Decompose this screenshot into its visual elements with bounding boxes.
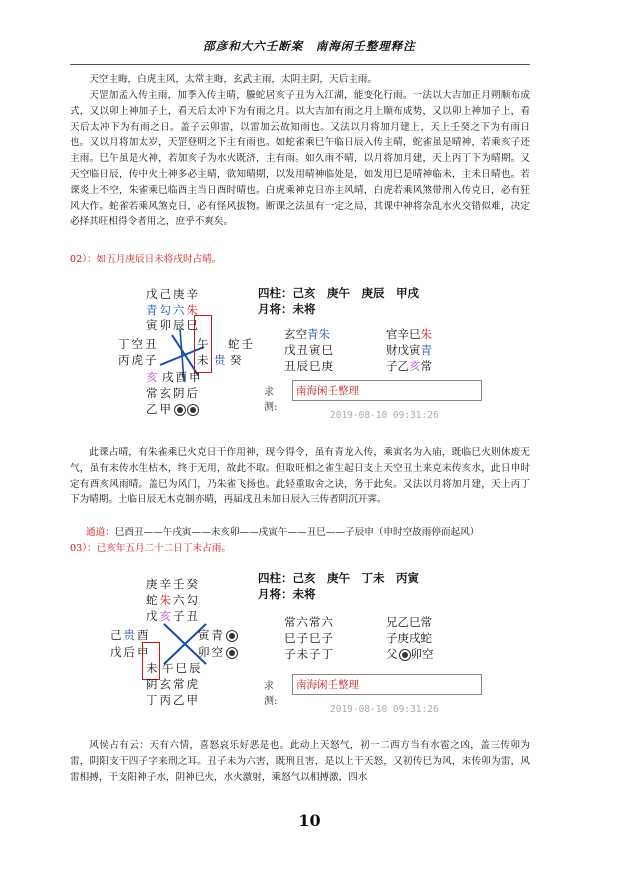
left-row-1: 己贵酉 bbox=[110, 628, 151, 642]
paragraph-1: 天空主晦，白虎主风，太常主晦，玄武主雨，太阴主阴，天后主雨。 bbox=[89, 74, 377, 85]
di-top: 戊亥子丑 bbox=[146, 609, 200, 623]
di-top: 寅卯辰巳 bbox=[146, 318, 200, 332]
bot-row-1: 午巳辰 bbox=[162, 661, 203, 675]
right-row-2a: 未 bbox=[197, 353, 209, 367]
paragraph-4: 风侯占有云：天有六情，喜怒哀乐好恶是也。此动上天怒气，初一二西方当有水雹之凶，盖三传卯为雷，阴阳支干四子字来刑之耳。丑子未为六害，既刑且害，是以上干天怒，又初传巳为风，末传卯为雷，风雷相搏，干支阳神子水，阴神巳火，水火激射，乘怒气以相搏激，四水 bbox=[70, 740, 530, 783]
left-row-3: 未 bbox=[146, 661, 158, 675]
timestamp-1: 2019-08-10 09:31:26 bbox=[330, 410, 439, 421]
qiuce-label: 求测: bbox=[264, 681, 278, 707]
right-row-1b: 蛇壬 bbox=[228, 337, 255, 351]
bot-di: 戌酉申 bbox=[162, 370, 203, 384]
qiuce-value: 南海闲壬整理 bbox=[296, 385, 359, 397]
chart-2-highlight-box bbox=[142, 642, 160, 680]
ke-right-2: 财戊寅青 bbox=[386, 343, 432, 357]
circle-icon bbox=[226, 630, 238, 642]
left-row-2: 戊后申 bbox=[110, 645, 151, 659]
page-number: 10 bbox=[298, 811, 321, 830]
tongdao-line: 通道：巳酉丑——午戌寅——未亥卯——戌寅午——丑巳——子辰申（申时空故雨停而起风） bbox=[86, 527, 480, 538]
jiang-qing: 青勾六 bbox=[146, 303, 187, 317]
circle-icon bbox=[226, 647, 238, 659]
yuejiang-line: 月将：未将 bbox=[258, 587, 316, 601]
sizhu-line: 四柱：己亥 庚午 丁未 丙寅 bbox=[258, 571, 419, 585]
ke-right-3: 父 卯空 bbox=[386, 647, 434, 661]
bot-tian: 乙甲 bbox=[146, 402, 199, 416]
ke-right-1: 官辛巳朱 bbox=[386, 327, 432, 341]
bot-jiang: 常玄阴后 bbox=[146, 386, 200, 400]
bot-tian: 丁丙乙甲 bbox=[146, 693, 200, 707]
bot-jiang: 阴玄常虎 bbox=[146, 677, 200, 691]
paragraph-2: 天罡加孟入传主雨，加季入传主晴，螣蛇居亥子丑为入江湖，能变化行雨。一法以大吉加正月朔顺布成式，又以卯上神加子上，看天后太冲下为有雨之月。以大吉加有雨之月上顺布成势，又以卯上神加子上，看天后太冲下为有雨之日。盖子云卯雷，以雷加云故知雨也。又法以月将加月建上，天上壬癸之下为有雨日也。又以月将加太岁，天罡登明之下主有雨也。如蛇雀乘巳午临日辰入传主晴，蛇雀虽是晴神，若乘亥子还主雨。巳午虽是火神，若加亥子为水火既济，主有雨。如久雨不晴，以月将加月建，天上丙丁下为晴期。又天空临日辰，传中火土神多必主晴，欲知晴期，以发用晴神临处是，如发用巳是晴神临未，主未日晴也。若课炎上不空，朱雀乘巳临酉主当日酉时晴也。白虎乘神克日亦主风晴，白虎若乘风煞带刑入传克日，必有狂风大作。蛇雀若乘风煞克日，必有怪风拔物。断课之法虽有一定之局，其课中神将杂乱水火交错似难，决定必择其旺相得令者用之，庶乎不爽矣。 bbox=[70, 90, 530, 228]
right-row-2c: 癸 bbox=[230, 353, 242, 367]
ke-right-1: 兄乙巳常 bbox=[386, 615, 432, 629]
qiuce-value: 南海闲壬整理 bbox=[296, 679, 359, 691]
running-header: 邵彦和大六壬断案 南海闲壬整理释注 bbox=[203, 39, 416, 53]
ke-left-2: 巳子巳子 bbox=[284, 631, 334, 645]
circle-icon bbox=[399, 649, 411, 661]
ke-right-3: 子乙亥常 bbox=[386, 359, 432, 373]
qiuce-input[interactable] bbox=[292, 380, 482, 401]
jiang-top bbox=[146, 303, 200, 317]
left-row-2: 丙虎子 bbox=[118, 353, 159, 367]
header-rule bbox=[70, 64, 530, 65]
right-row-1a: 午 bbox=[197, 337, 209, 351]
case-3-title: 03）：已亥年五月二十二日丁未占雨。 bbox=[70, 543, 231, 554]
qiuce-label: 求测: bbox=[264, 387, 278, 413]
ke-left-1: 常六常六 bbox=[284, 615, 334, 629]
bot-jiang-hai: 亥 bbox=[146, 370, 158, 384]
tian-top: 戊己庚辛 bbox=[146, 287, 200, 301]
paragraph-3: 此课占晴，有朱雀乘巳火克日干作用神，现今得令，虽有青龙入传，乘寅名为入庙，既临巳火则休废无气，虽有末传水生枯木，终于无用，故此不取。但取旺相之雀生起日支上天空丑土来克末传亥水，此日申时定有酉亥风雨晴。盖巳为风门，乃朱雀飞扬也。此轻重取舍之诀，务于此矣。又法以月将加月建，天上丙丁下为晴期。土临日辰无木克制亦晴，再届戌丑未加日辰入三传者阴沉开霁。 bbox=[70, 447, 530, 506]
qiuce-input[interactable] bbox=[292, 674, 482, 695]
circle-icon bbox=[187, 404, 199, 416]
left-row-1: 丁空丑 bbox=[118, 337, 159, 351]
circle-icon bbox=[174, 404, 186, 416]
ke-left-3: 子未子丁 bbox=[284, 647, 334, 661]
ke-left-2: 戊丑寅巳 bbox=[284, 343, 334, 357]
yuejiang-line: 月将：未将 bbox=[258, 302, 316, 316]
timestamp-2: 2019-08-10 09:31:26 bbox=[330, 704, 439, 715]
right-row-2: 卯空 bbox=[198, 645, 238, 659]
ke-left-3: 丑辰巳庚 bbox=[284, 359, 334, 373]
right-row-1: 寅青 bbox=[198, 628, 238, 642]
jiang-zhu: 朱 bbox=[186, 303, 200, 317]
tian-top: 庚辛壬癸 bbox=[146, 577, 200, 591]
jiang-top: 蛇朱六勾 bbox=[146, 593, 200, 607]
right-row-2b: 贵 bbox=[214, 353, 226, 367]
ke-right-2: 子庚戌蛇 bbox=[386, 631, 432, 645]
ke-left-1: 玄空青朱 bbox=[284, 327, 330, 341]
sizhu-line: 四柱：己亥 庚午 庚辰 甲戌 bbox=[258, 286, 419, 300]
case-2-title: 02）：如五月庚辰日未将戌时占晴。 bbox=[70, 254, 222, 265]
